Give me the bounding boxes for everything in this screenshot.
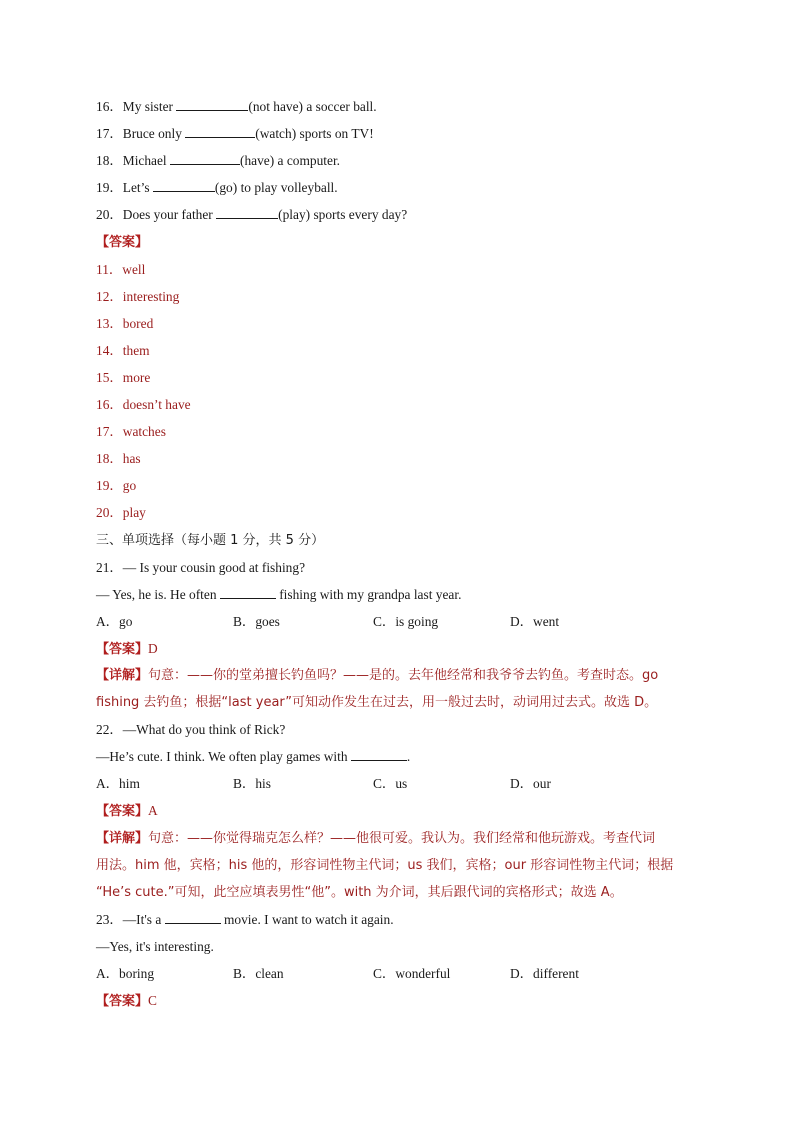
answer-text: has: [122, 451, 141, 467]
answer-blank: [351, 747, 407, 761]
option-c: C．is going: [373, 613, 439, 629]
question-22-detail-line2: 用法。him 他，宾格；his 他的，形容词性物主代词；us 我们，宾格；our 形容词性物主代词；根据: [96, 857, 674, 873]
question-21-response: [96, 581, 706, 608]
question-23-options: [96, 960, 706, 987]
question-number: 20．: [96, 207, 123, 223]
question-22-detail-line1: [96, 825, 706, 852]
question-19: [96, 174, 706, 201]
question-21-detail-line2: fishing 去钓鱼；根据“last year”可知动作发生在过去，用一般过去时，动词用过去式。故选 D。: [96, 695, 658, 711]
answer-number: 16．: [96, 397, 123, 413]
question-16: [96, 93, 706, 120]
question-text-before: Let’s: [122, 180, 153, 196]
question-23-answer: [96, 987, 706, 1014]
answer-20: [96, 499, 706, 526]
answer-blank: [220, 585, 276, 599]
answer-text: watches: [122, 424, 166, 440]
question-22-stem: 22．—What do you think of Rick?: [96, 722, 286, 738]
question-text-before: Michael: [122, 153, 171, 169]
question-number: 18．: [96, 153, 123, 169]
question-18: [96, 147, 706, 174]
detail-tag: 【详解】: [96, 830, 149, 846]
answer-value: C: [148, 993, 157, 1009]
detail-tag: 【详解】: [96, 667, 149, 683]
question-22-options: [96, 770, 706, 797]
answer-number: 12．: [96, 288, 123, 304]
question-text-after: .: [406, 749, 411, 765]
answer-tag: 【答案】: [96, 994, 149, 1010]
answer-18: [96, 445, 706, 472]
option-d: D．different: [510, 966, 579, 981]
detail-text: 句意：——你的堂弟擅长钓鱼吗？——是的。去年他经常和我爷爷去钓鱼。考查时态。go: [148, 667, 659, 683]
answer-text: play: [122, 505, 146, 521]
question-22-detail-line3: “He’s cute.”可知，此空应填表男性“他”。with 为介词，其后跟代词的宾格形式；故选 A。: [96, 884, 623, 900]
question-text-after: (have) a computer.: [240, 153, 341, 169]
question-21-stem: 21．— Is your cousin good at fishing?: [96, 559, 306, 575]
option-d: D．went: [510, 613, 560, 629]
option-a: A．him: [96, 776, 140, 792]
answer-number: 20．: [96, 505, 123, 521]
question-text-after: (go) to play volleyball.: [214, 180, 338, 196]
option-a: A．go: [96, 613, 133, 629]
question-number: 19．: [96, 180, 123, 196]
answer-text: doesn’t have: [122, 397, 191, 413]
question-text-before: Does your father: [122, 207, 217, 223]
answer-15: [96, 364, 706, 391]
question-text-after: fishing with my grandpa last year.: [275, 586, 462, 602]
question-text-before: Bruce only: [122, 126, 186, 142]
answer-text: go: [122, 478, 137, 494]
answer-text: interesting: [122, 288, 180, 304]
answer-text: bored: [122, 315, 154, 331]
question-21-options: [96, 608, 706, 635]
document-page: [96, 93, 706, 1014]
answer-blank: [216, 205, 278, 219]
question-text-after: movie. I want to watch it again.: [220, 911, 394, 927]
option-d: D．our: [510, 776, 551, 792]
option-b: B．clean: [233, 966, 284, 981]
answer-number: 11．: [96, 261, 123, 277]
answer-19: [96, 472, 706, 499]
answer-text: well: [122, 261, 146, 277]
answer-header: [96, 228, 706, 255]
option-c: C．wonderful: [373, 966, 451, 981]
question-22-response: [96, 743, 706, 770]
answer-17: [96, 418, 706, 445]
answer-13: [96, 310, 706, 337]
answer-tag: 【答案】: [96, 641, 149, 657]
answer-number: 13．: [96, 315, 123, 331]
detail-text: 句意：——你觉得瑞克怎么样？——他很可爱。我认为。我们经常和他玩游戏。考查代词: [148, 830, 656, 846]
answer-12: [96, 283, 706, 310]
question-17: [96, 120, 706, 147]
question-number: 17．: [96, 126, 123, 142]
question-22-answer: [96, 797, 706, 824]
answer-11: [96, 256, 706, 283]
answer-number: 18．: [96, 451, 123, 467]
section-title: 三、单项选择（每小题 1 分，共 5 分）: [96, 532, 325, 548]
answer-value: D: [148, 640, 158, 656]
option-b: B．goes: [233, 613, 280, 629]
option-c: C．us: [373, 776, 408, 792]
question-text-after: (play) sports every day?: [278, 207, 408, 223]
question-21-detail-line1: [96, 662, 706, 689]
answer-number: 14．: [96, 342, 123, 358]
answer-number: 19．: [96, 478, 123, 494]
answer-value: A: [148, 803, 158, 819]
answer-16: [96, 391, 706, 418]
answer-number: 15．: [96, 369, 123, 385]
answer-blank: [185, 124, 255, 138]
answer-tag: 【答案】: [96, 235, 149, 251]
question-21-answer: [96, 635, 706, 662]
question-23-response: —Yes, it's interesting.: [96, 938, 214, 954]
answer-blank: [170, 151, 240, 165]
answer-text: them: [122, 342, 150, 358]
answer-text: more: [122, 369, 151, 385]
answer-tag: 【答案】: [96, 804, 149, 820]
question-text-after: (not have) a soccer ball.: [248, 99, 377, 114]
question-text-before: My sister: [122, 99, 177, 114]
question-20: [96, 201, 706, 228]
question-text-before: 23．—It's a: [96, 911, 165, 927]
question-text-before: —He’s cute. I think. We often play games with: [96, 749, 351, 765]
question-number: 16．: [96, 99, 123, 114]
question-23-stem: [96, 906, 706, 933]
answer-14: [96, 337, 706, 364]
answer-blank: [153, 178, 215, 192]
option-b: B．his: [233, 776, 271, 792]
question-text-after: (watch) sports on TV!: [255, 126, 374, 142]
option-a: A．boring: [96, 966, 155, 981]
answer-blank: [165, 910, 221, 924]
answer-number: 17．: [96, 424, 123, 440]
question-text-before: — Yes, he is. He often: [96, 586, 220, 602]
answer-blank: [176, 97, 248, 111]
